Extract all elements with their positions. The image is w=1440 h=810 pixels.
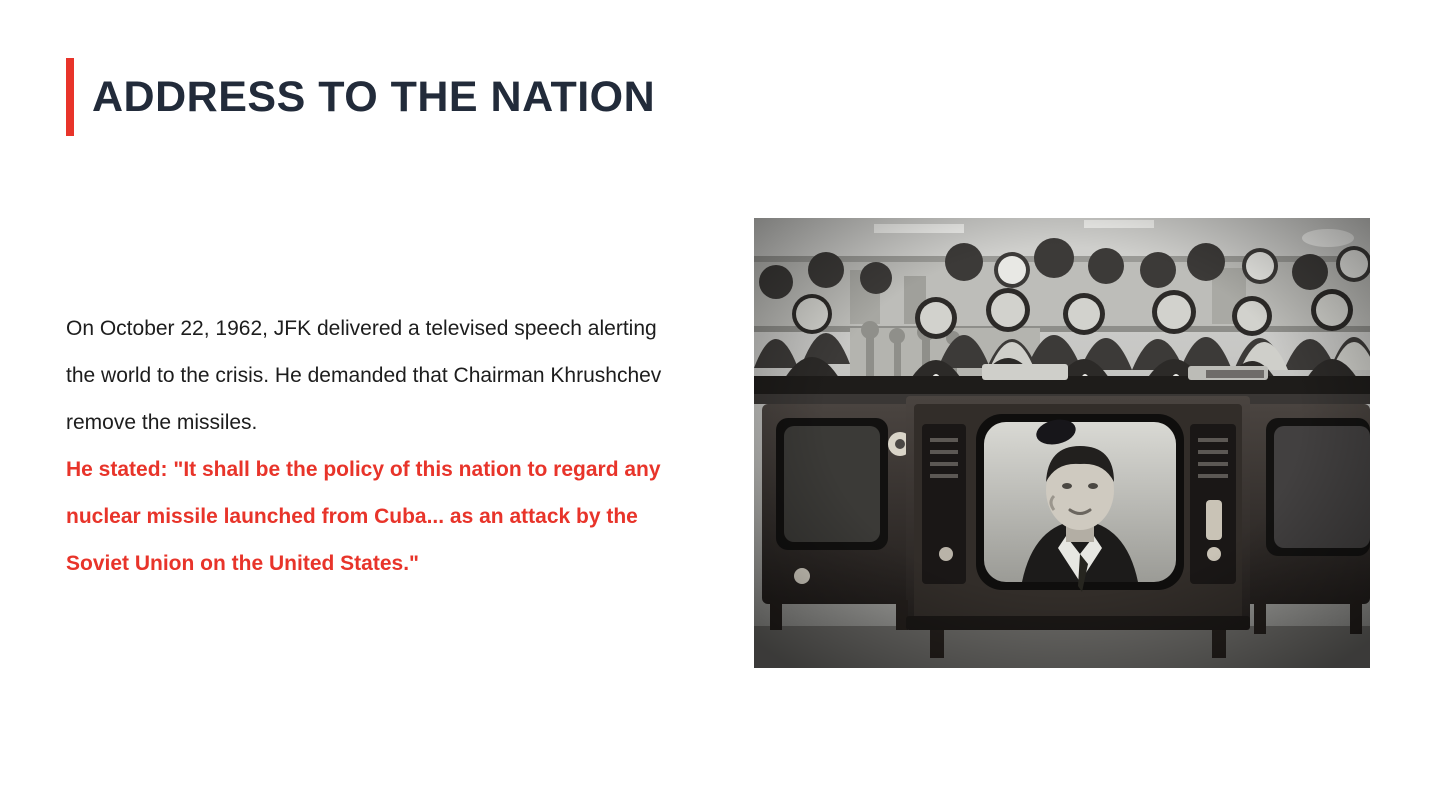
title-accent-bar [66,58,74,136]
page-title [66,58,655,136]
title-text: ADDRESS TO THE NATION [92,73,656,121]
body-text-column [66,305,686,587]
paragraph-intro: On October 22, 1962, JFK delivered a televised speech alerting the world to the crisis. He demanded that Chairman Khrushchev remove the missiles. [66,317,662,434]
paragraph-quote: He stated: "It shall be the policy of this nation to regard any nuclear missile launched from Cuba... as an attack by the Soviet Union on the United States." [66,458,661,575]
jfk-televised-address-photo [754,218,1370,668]
